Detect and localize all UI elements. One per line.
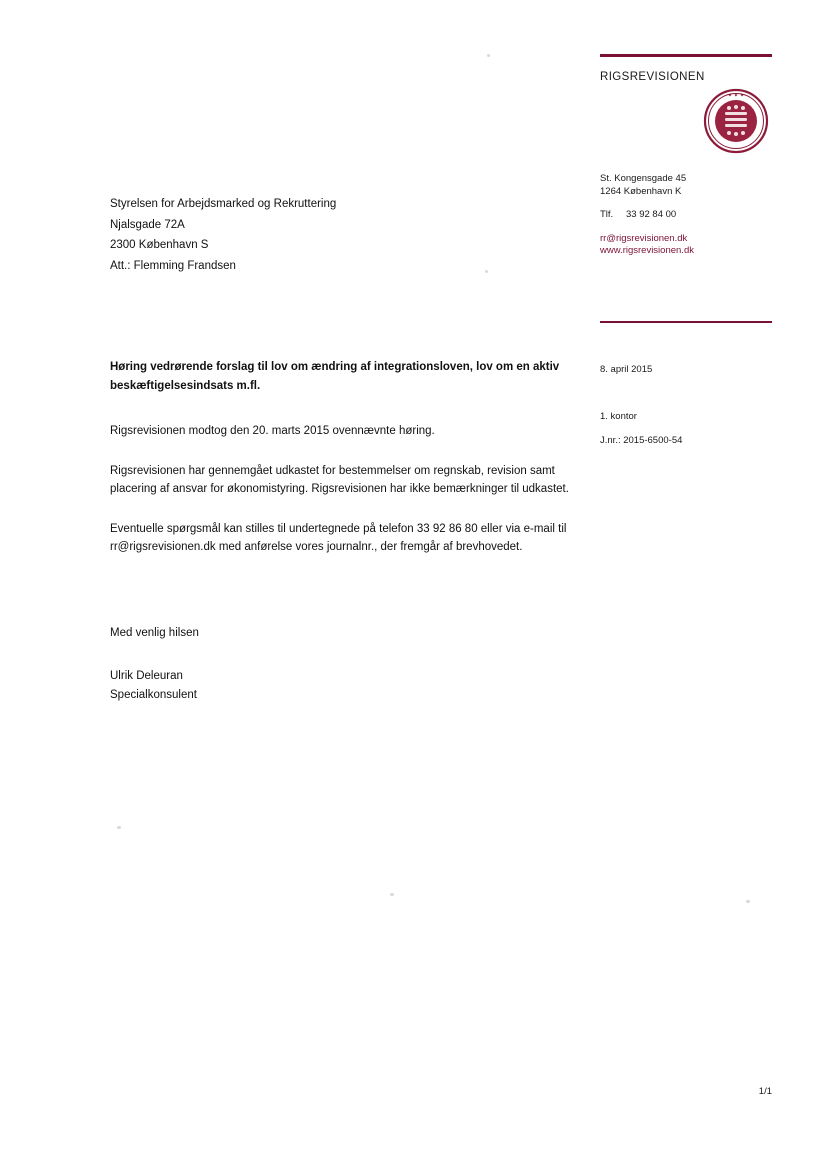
recipient-attention: Att.: Flemming Frandsen <box>110 259 236 272</box>
letterhead <box>600 54 776 83</box>
letter-paragraph-1: Rigsrevisionen modtog den 20. marts 2015 ovennævnte høring. <box>110 425 435 437</box>
svg-text:✦ ✦ ✦: ✦ ✦ ✦ <box>727 93 745 99</box>
letter-closing <box>110 624 510 705</box>
rigsrevisionen-crest-icon <box>703 88 769 154</box>
scan-speck <box>117 826 121 829</box>
phone-label: Tlf. <box>600 209 614 220</box>
letter-paragraph-3: Eventuelle spørgsmål kan stilles til undertegnede på telefon 33 92 86 80 eller via e-mail til rr@rigsrevisionen.dk med anførelse vores journalnr., der fremgår af brevhovedet. <box>110 522 567 553</box>
scan-speck <box>487 54 490 57</box>
letterhead-contact <box>600 173 780 258</box>
recipient-address <box>110 194 530 276</box>
website-link[interactable]: www.rigsrevisionen.dk <box>600 245 694 256</box>
address-street: St. Kongensgade 45 <box>600 173 687 184</box>
letter-paragraph-2: Rigsrevisionen har gennemgået udkastet for bestemmelser om regnskab, revision samt placering af ansvar for økonomistyring. Rigsrevisionen har ikke bemærkninger til udkastet. <box>110 464 569 495</box>
recipient-city: 2300 København S <box>110 239 209 251</box>
letter-office: 1. kontor <box>600 411 637 422</box>
scan-speck <box>485 270 488 273</box>
scan-speck <box>746 900 750 903</box>
letter-date: 8. april 2015 <box>600 364 653 375</box>
letterhead-rule-secondary <box>600 321 772 323</box>
letter-journal-number: J.nr.: 2015-6500-54 <box>600 435 683 446</box>
scan-speck <box>390 893 394 896</box>
signature-name: Ulrik Deleuran <box>110 670 183 682</box>
address-city: 1264 København K <box>600 185 682 197</box>
letterhead-rule <box>600 54 772 57</box>
letter-body <box>110 358 572 557</box>
page-number: 1/1 <box>758 1086 772 1097</box>
signature-title: Specialkonsulent <box>110 689 197 701</box>
phone-number: 33 92 84 00 <box>626 209 677 220</box>
letterhead-online <box>600 233 780 258</box>
letter-meta <box>600 363 780 447</box>
recipient-organization: Styrelsen for Arbejdsmarked og Rekruttering <box>110 198 337 210</box>
organization-name: RIGSREVISIONEN <box>600 71 705 83</box>
closing-greeting: Med venlig hilsen <box>110 627 199 639</box>
recipient-street: Njalsgade 72A <box>110 218 185 231</box>
letter-subject: Høring vedrørende forslag til lov om ændring af integrationsloven, lov om en aktiv beskæftigelsesindsats m.fl. <box>110 361 560 392</box>
email-link[interactable]: rr@rigsrevisionen.dk <box>600 232 688 244</box>
letterhead-address <box>600 173 780 198</box>
letterhead-phone <box>600 209 780 222</box>
